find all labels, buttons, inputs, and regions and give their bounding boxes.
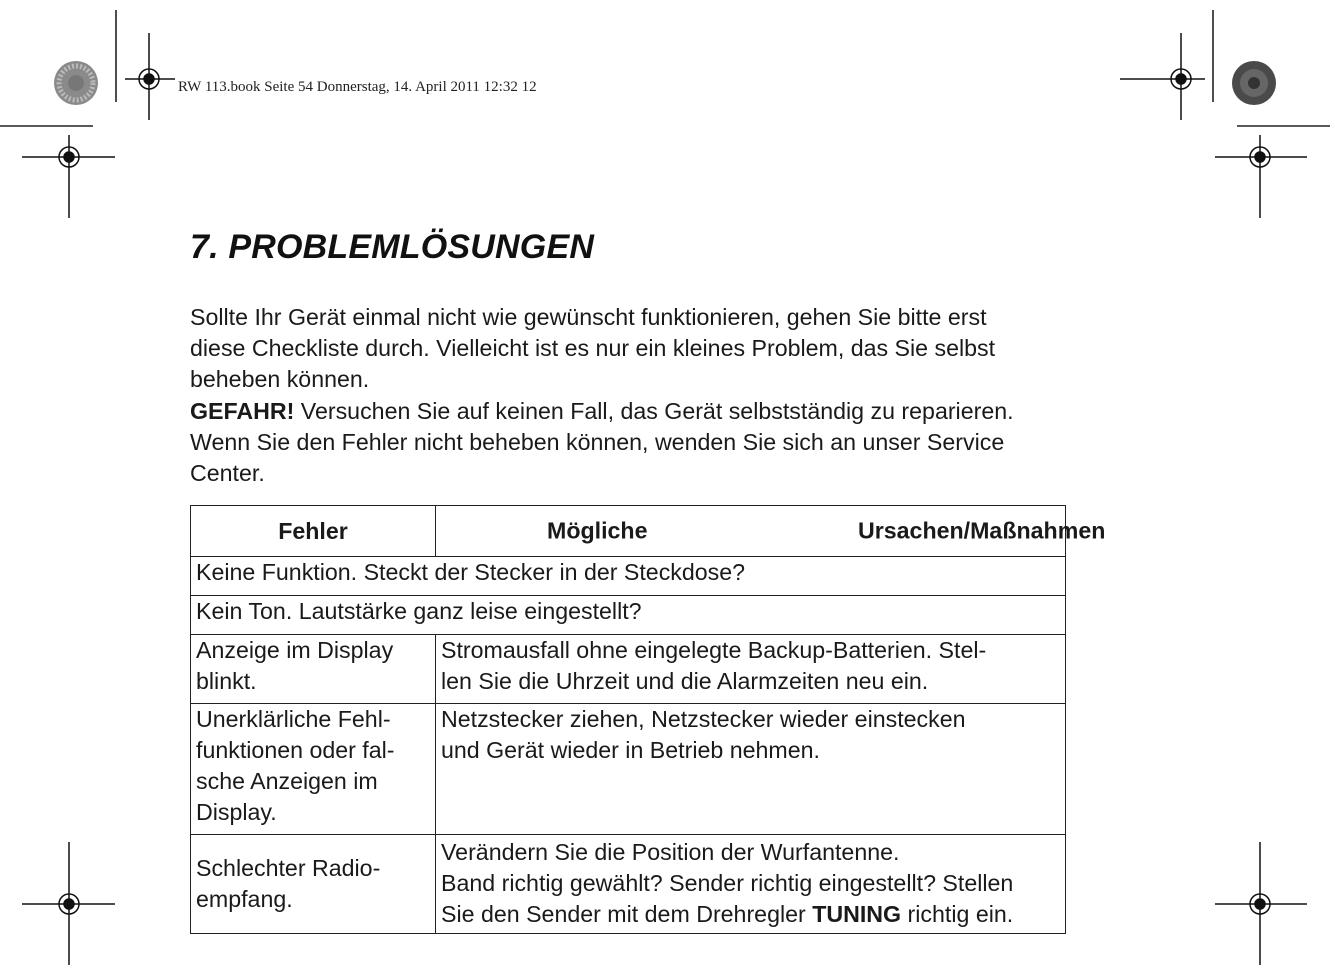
intro-line: Sollte Ihr Gerät einmal nicht wie gewünscht funktionieren, gehen Sie bitte erst <box>190 304 987 330</box>
fehler-cell <box>191 835 436 934</box>
print-header: RW 113.book Seite 54 Donnerstag, 14. April 2011 12:32 12 <box>178 79 537 95</box>
fehler-cell <box>191 704 436 835</box>
color-wheel-left <box>54 61 98 105</box>
massnahme-cell <box>436 835 1066 934</box>
table-row <box>191 596 1066 635</box>
massnahme-cell <box>436 704 1066 835</box>
cell-line: Netzstecker ziehen, Netzstecker wieder einstecken <box>441 706 966 732</box>
table-row <box>191 635 1066 704</box>
cell-line: Stromausfall ohne eingelegte Backup-Batterien. Stel- <box>441 637 987 663</box>
table-row <box>191 557 1066 596</box>
cell-text: Sie den Sender mit dem Drehregler <box>441 901 813 927</box>
cell-line: Unerklärliche Fehl- <box>196 706 391 732</box>
table-row-text: Kein Ton. Lautstärke ganz leise eingestellt? <box>191 596 1066 635</box>
intro-line: diese Checkliste durch. Vielleicht ist es nur ein kleines Problem, das Sie selbst <box>190 335 996 362</box>
cell-line: Anzeige im Display <box>196 637 394 663</box>
cell-line: sche Anzeigen im <box>196 768 378 794</box>
intro-line: Wenn Sie den Fehler nicht beheben können, wenden Sie sich an unser Service <box>190 428 1005 455</box>
header-massnahmen <box>436 506 1106 557</box>
tuning-label: TUNING <box>812 901 902 927</box>
cell-text: richtig ein. <box>901 901 1014 927</box>
cell-line: empfang. <box>196 886 293 912</box>
header-ursachen: Ursachen/Maßnahmen <box>858 517 1106 544</box>
cell-line: blinkt. <box>196 668 257 694</box>
cell-line: Schlechter Radio- <box>196 855 381 881</box>
cell-line: und Gerät wieder in Betrieb nehmen. <box>441 737 820 763</box>
page-title: 7. PROBLEMLÖSUNGEN <box>190 228 595 266</box>
cell-line <box>441 899 1060 930</box>
fehler-cell <box>191 635 436 704</box>
color-wheel-right <box>1232 61 1276 105</box>
troubleshooting-table <box>190 505 1106 934</box>
crop-lines <box>0 10 1330 126</box>
cell-line: Display. <box>196 799 277 825</box>
intro-line: beheben können. <box>190 366 370 393</box>
cell-line: funktionen oder fal- <box>196 737 395 763</box>
danger-warning <box>190 396 1150 427</box>
table-row <box>191 704 1066 835</box>
header-fehler: Fehler <box>191 506 436 557</box>
table-row <box>191 835 1066 934</box>
massnahme-cell <box>436 635 1066 704</box>
cell-line: Band richtig gewählt? Sender richtig eingestellt? Stellen <box>441 870 1014 896</box>
cell-line: len Sie die Uhrzeit und die Alarmzeiten neu ein. <box>441 668 929 694</box>
cell-line: Verändern Sie die Position der Wurfantenne. <box>441 839 900 865</box>
table-row-text: Keine Funktion. Steckt der Stecker in der Steckdose? <box>191 557 1066 596</box>
table-header-row <box>191 506 1066 557</box>
intro-text <box>190 302 1150 489</box>
danger-label: GEFAHR! <box>190 397 295 424</box>
header-moegliche: Mögliche <box>547 517 648 544</box>
danger-text: Versuchen Sie auf keinen Fall, das Gerät selbstständig zu reparieren. <box>294 397 1014 424</box>
intro-line: Center. <box>190 460 265 487</box>
